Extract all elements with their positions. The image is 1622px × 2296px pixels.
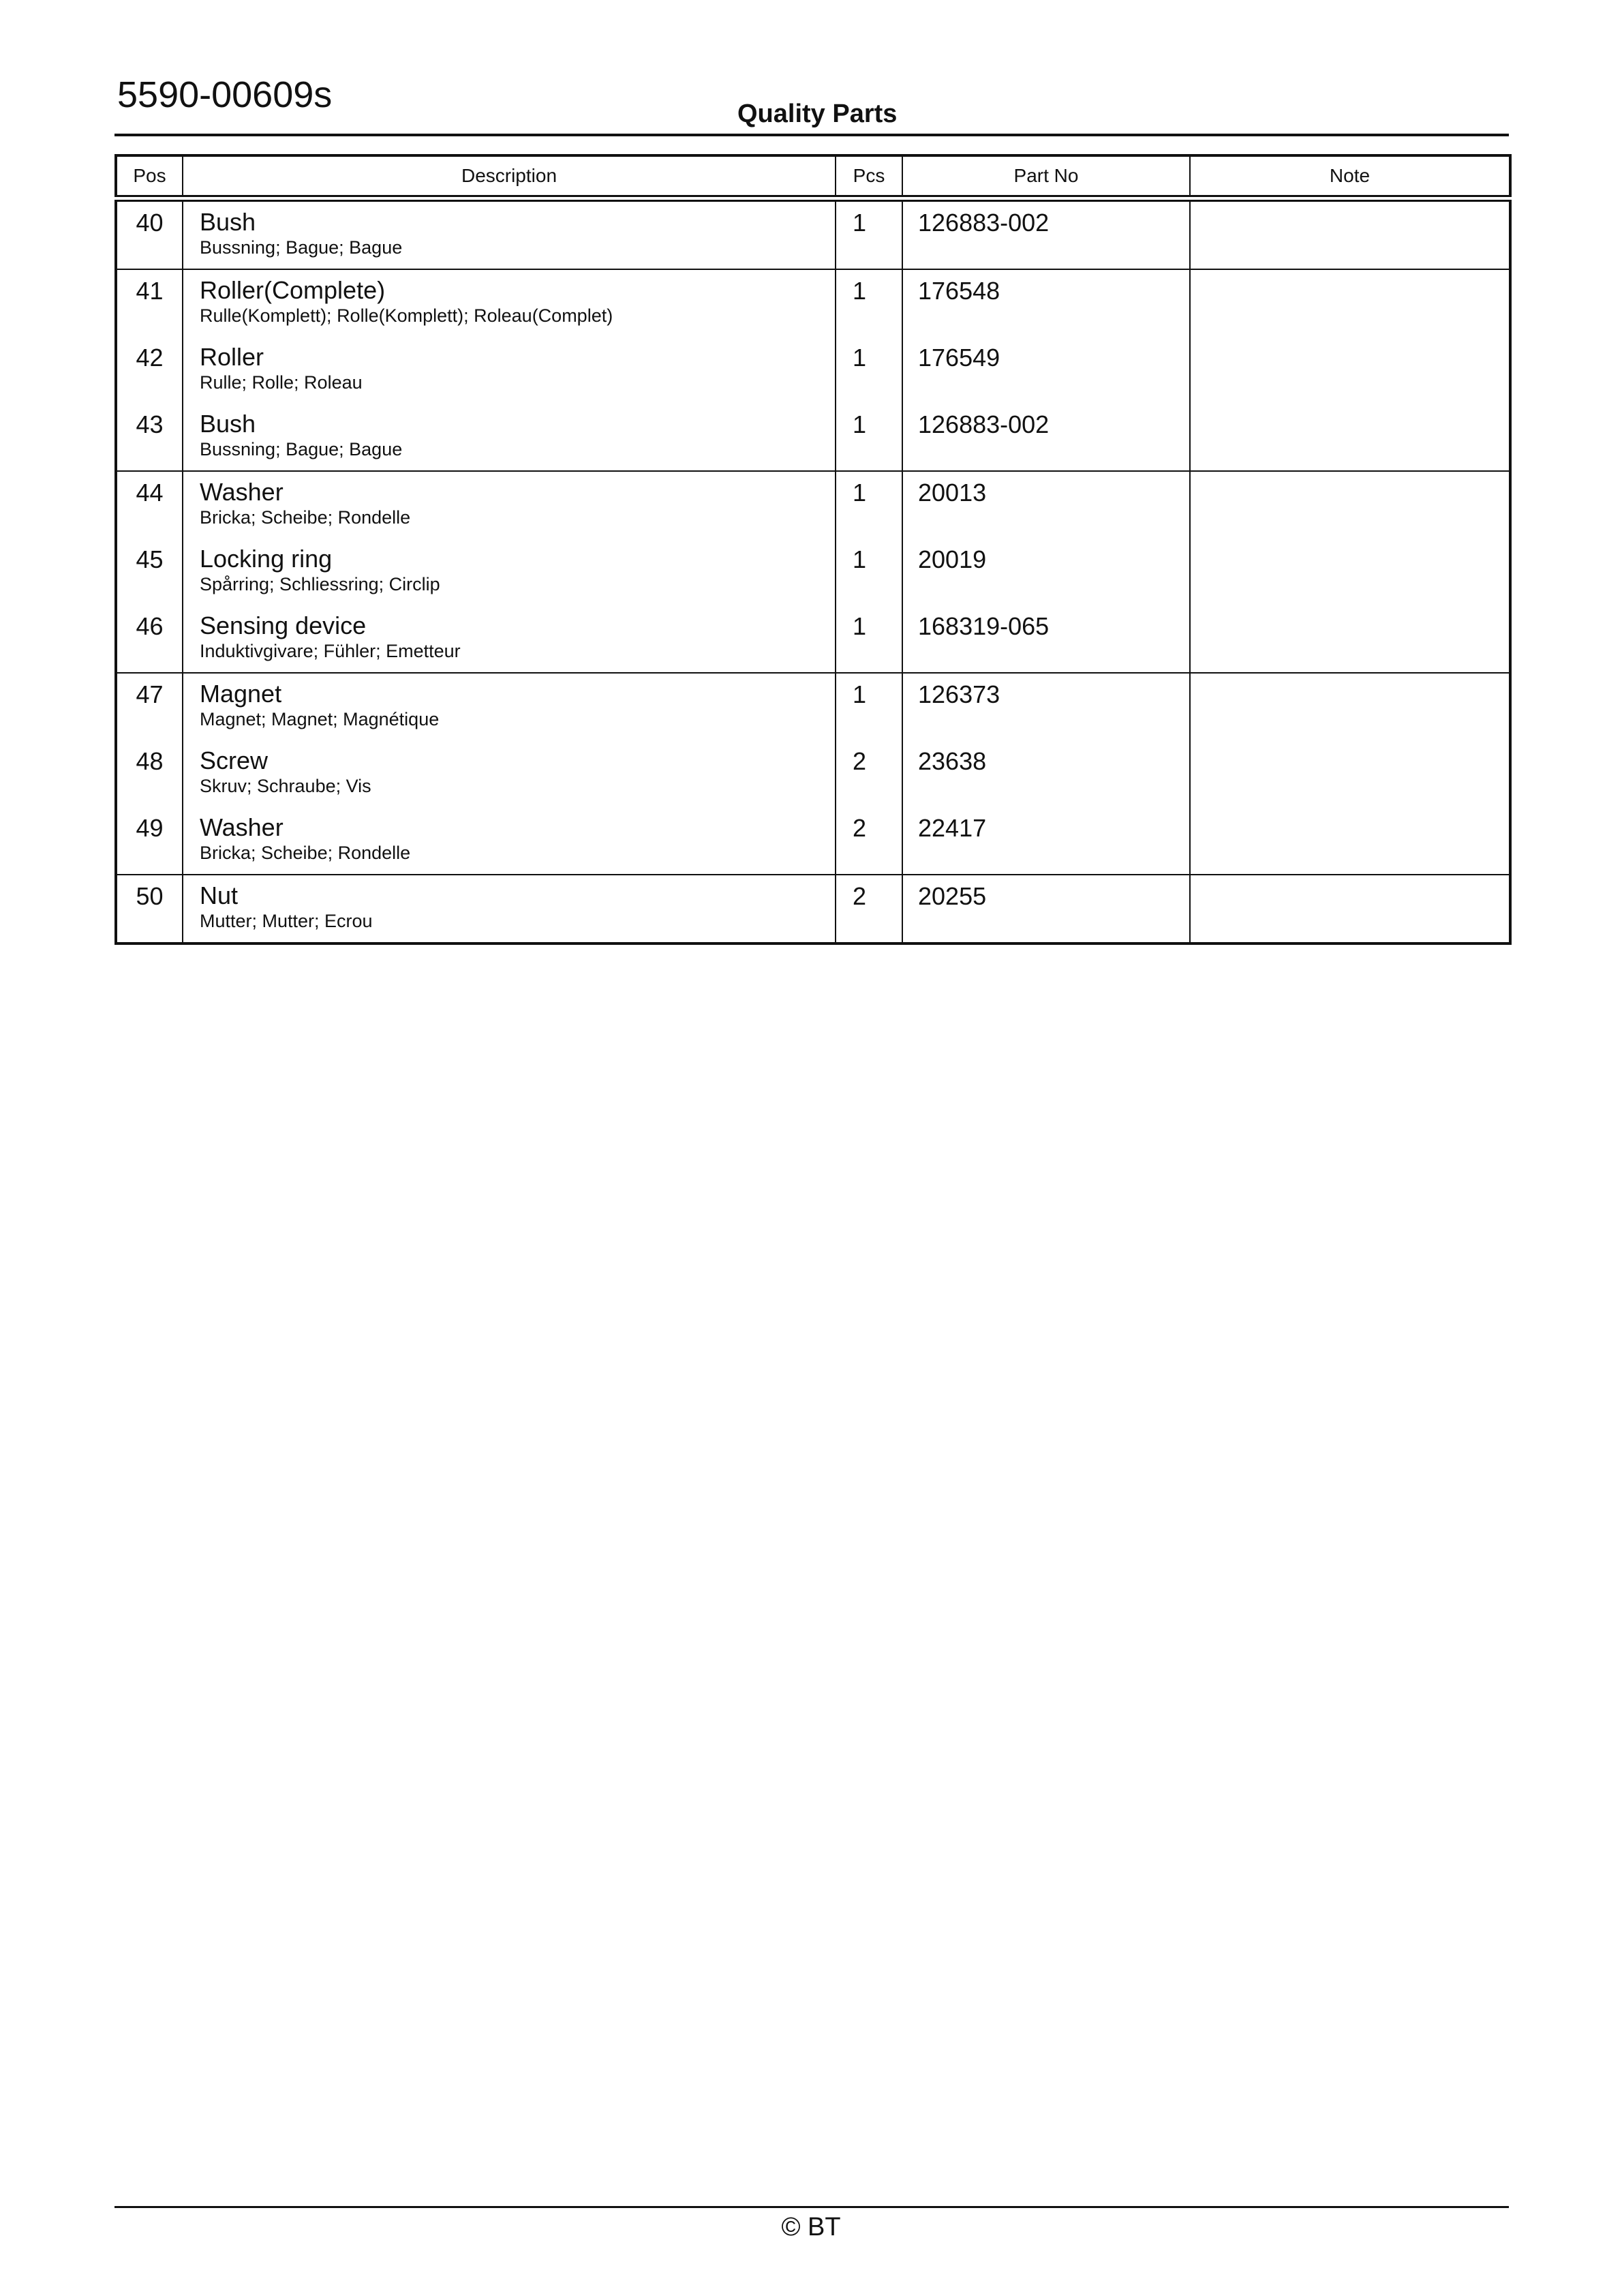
- part-no-cell: 168319-065: [902, 605, 1190, 673]
- pos-cell: 46: [116, 605, 183, 673]
- pcs-cell: 2: [836, 807, 902, 875]
- part-no-cell: 23638: [902, 740, 1190, 807]
- header-row: [116, 155, 1510, 198]
- description-cell: [183, 404, 836, 471]
- part-name: Locking ring: [200, 545, 333, 573]
- part-name: Roller: [200, 343, 264, 371]
- part-no-cell: 126373: [902, 673, 1190, 740]
- table-row: [116, 337, 1510, 404]
- pos-cell: 45: [116, 539, 183, 605]
- pos-cell: 48: [116, 740, 183, 807]
- table-row: [116, 807, 1510, 875]
- document-id: 5590-00609s: [117, 74, 333, 115]
- pcs-cell: 1: [836, 404, 902, 471]
- part-translations: Bricka; Scheibe; Rondelle: [200, 843, 411, 863]
- part-no-cell: 20019: [902, 539, 1190, 605]
- table-row: [116, 471, 1510, 539]
- note-cell: [1190, 539, 1510, 605]
- part-name: Washer: [200, 813, 284, 841]
- column-header-pcs: Pcs: [836, 155, 902, 198]
- part-translations: Induktivgivare; Fühler; Emetteur: [200, 641, 461, 661]
- part-no-cell: 176548: [902, 269, 1190, 337]
- description-cell: [183, 539, 836, 605]
- part-no-cell: 20013: [902, 471, 1190, 539]
- pos-cell: 49: [116, 807, 183, 875]
- note-cell: [1190, 740, 1510, 807]
- part-translations: Skruv; Schraube; Vis: [200, 776, 371, 796]
- table-row: [116, 539, 1510, 605]
- description-cell: [183, 740, 836, 807]
- part-name: Nut: [200, 881, 239, 909]
- part-translations: Rulle; Rolle; Roleau: [200, 372, 363, 393]
- pcs-cell: 1: [836, 605, 902, 673]
- pcs-cell: 1: [836, 673, 902, 740]
- pos-cell: 44: [116, 471, 183, 539]
- pcs-cell: 1: [836, 337, 902, 404]
- part-translations: Bussning; Bague; Bague: [200, 237, 403, 258]
- description-cell: [183, 471, 836, 539]
- table-row: [116, 198, 1510, 269]
- pos-cell: 41: [116, 269, 183, 337]
- pos-cell: 47: [116, 673, 183, 740]
- pos-cell: 43: [116, 404, 183, 471]
- note-cell: [1190, 673, 1510, 740]
- description-cell: [183, 337, 836, 404]
- pcs-cell: 1: [836, 471, 902, 539]
- part-no-cell: 126883-002: [902, 404, 1190, 471]
- note-cell: [1190, 605, 1510, 673]
- parts-table-body: [116, 198, 1510, 943]
- parts-table-header: [116, 155, 1510, 198]
- note-cell: [1190, 807, 1510, 875]
- note-cell: [1190, 875, 1510, 943]
- note-cell: [1190, 198, 1510, 269]
- note-cell: [1190, 337, 1510, 404]
- part-translations: Magnet; Magnet; Magnétique: [200, 709, 440, 729]
- table-row: [116, 605, 1510, 673]
- pcs-cell: 1: [836, 269, 902, 337]
- part-no-cell: 126883-002: [902, 198, 1190, 269]
- part-name: Washer: [200, 478, 284, 506]
- pcs-cell: 2: [836, 740, 902, 807]
- pos-cell: 42: [116, 337, 183, 404]
- description-cell: [183, 875, 836, 943]
- pos-cell: 50: [116, 875, 183, 943]
- part-name: Screw: [200, 746, 269, 774]
- pcs-cell: 1: [836, 198, 902, 269]
- description-cell: [183, 198, 836, 269]
- part-name: Magnet: [200, 680, 282, 708]
- part-name: Bush: [200, 208, 256, 236]
- description-cell: [183, 673, 836, 740]
- description-cell: [183, 807, 836, 875]
- header-divider: [114, 134, 1509, 136]
- part-translations: Rulle(Komplett); Rolle(Komplett); Roleau(Complet): [200, 305, 613, 326]
- table-row: [116, 404, 1510, 471]
- column-header-pos: Pos: [116, 155, 183, 198]
- pos-cell: 40: [116, 198, 183, 269]
- table-row: [116, 875, 1510, 943]
- page-title: Quality Parts: [737, 100, 898, 128]
- description-cell: [183, 605, 836, 673]
- pcs-cell: 2: [836, 875, 902, 943]
- part-no-cell: 176549: [902, 337, 1190, 404]
- column-header-part-no: Part No: [902, 155, 1190, 198]
- parts-table: [114, 154, 1512, 945]
- note-cell: [1190, 269, 1510, 337]
- copyright-notice: © BT: [781, 2213, 841, 2241]
- table-row: [116, 740, 1510, 807]
- note-cell: [1190, 471, 1510, 539]
- part-translations: Bussning; Bague; Bague: [200, 439, 403, 459]
- description-cell: [183, 269, 836, 337]
- column-header-note: Note: [1190, 155, 1510, 198]
- part-name: Sensing device: [200, 611, 367, 639]
- part-name: Roller(Complete): [200, 276, 386, 304]
- part-translations: Bricka; Scheibe; Rondelle: [200, 507, 411, 528]
- part-no-cell: 22417: [902, 807, 1190, 875]
- footer-divider: [114, 2206, 1509, 2208]
- part-no-cell: 20255: [902, 875, 1190, 943]
- part-name: Bush: [200, 410, 256, 438]
- column-header-description: Description: [183, 155, 836, 198]
- note-cell: [1190, 404, 1510, 471]
- table-row: [116, 269, 1510, 337]
- pcs-cell: 1: [836, 539, 902, 605]
- part-translations: Spårring; Schliessring; Circlip: [200, 574, 440, 594]
- table-row: [116, 673, 1510, 740]
- part-translations: Mutter; Mutter; Ecrou: [200, 911, 373, 931]
